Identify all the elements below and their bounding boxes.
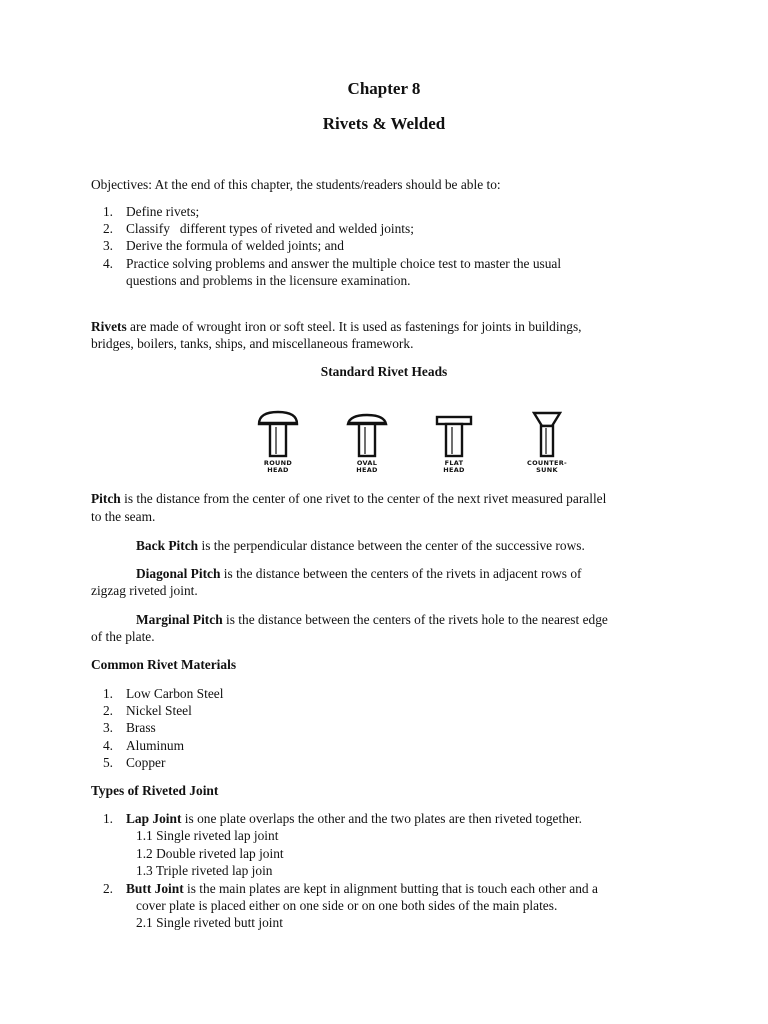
pitch-definition-cont: to the seam. — [91, 509, 156, 524]
diagonal-pitch-term: Diagonal Pitch — [136, 566, 221, 581]
lap-joint-term: Lap Joint — [126, 811, 182, 826]
round-head-caption: ROUND HEAD — [263, 459, 293, 474]
oval-head-caption: OVAL HEAD — [356, 459, 378, 474]
back-pitch-definition: Back Pitch is the perpendicular distance between the center of the successive rows. — [136, 538, 585, 553]
pitch-term: Pitch — [91, 491, 121, 506]
back-pitch-term: Back Pitch — [136, 538, 199, 553]
butt-joint-term: Butt Joint — [126, 881, 184, 896]
lap-joint-item: 1. Lap Joint is one plate overlaps the other and the two plates are then riveted together. — [102, 811, 582, 826]
marginal-pitch-term: Marginal Pitch — [136, 612, 223, 627]
rivet-heads-heading: Standard Rivet Heads — [320, 364, 448, 379]
sub-list-item: 1.3 Triple riveted lap join — [136, 863, 273, 878]
list-item: 3. Brass — [102, 720, 156, 735]
sub-list-item: 1.1 Single riveted lap joint — [136, 828, 279, 843]
list-item: 1. Define rivets; — [102, 204, 200, 219]
sub-list-item: 1.2 Double riveted lap joint — [136, 846, 284, 861]
chapter-title: Rivets & Welded — [322, 114, 446, 133]
joints-heading: Types of Riveted Joint — [91, 783, 219, 798]
sub-list-item: 2.1 Single riveted butt joint — [136, 915, 283, 930]
list-item: 4. Aluminum — [102, 738, 185, 753]
objectives-intro: Objectives: At the end of this chapter, the students/readers should be able to: — [91, 177, 501, 192]
countersunk-rivet-icon — [532, 410, 562, 458]
butt-joint-item: 2. Butt Joint is the main plates are kept in alignment butting that is touch each other and a — [102, 881, 598, 896]
diagonal-pitch-definition: Diagonal Pitch is the distance between the centers of the rivets in adjacent rows of — [136, 566, 582, 581]
chapter-number: Chapter 8 — [347, 79, 421, 98]
oval-head-rivet-icon — [346, 410, 388, 458]
countersunk-caption: COUNTER- SUNK — [527, 459, 567, 474]
flat-head-rivet-icon — [435, 410, 473, 458]
list-item: 1. Low Carbon Steel — [102, 686, 224, 701]
marginal-pitch-definition: Marginal Pitch is the distance between the centers of the rivets hole to the nearest edge — [136, 612, 608, 627]
list-item: 4. Practice solving problems and answer the multiple choice test to master the usual — [102, 256, 562, 271]
list-item: 5. Copper — [102, 755, 166, 770]
round-head-rivet-icon — [257, 410, 299, 458]
materials-heading: Common Rivet Materials — [91, 657, 237, 672]
pitch-definition: Pitch is the distance from the center of one rivet to the center of the next rivet measured parallel — [91, 491, 607, 506]
rivets-definition: Rivets are made of wrought iron or soft steel. It is used as fastenings for joints in buildings, — [91, 319, 582, 334]
flat-head-caption: FLAT HEAD — [443, 459, 465, 474]
list-item: 2. Classify different types of riveted and welded joints; — [102, 221, 414, 236]
rivets-term: Rivets — [91, 319, 127, 334]
list-item-continuation: questions and problems in the licensure examination. — [126, 273, 411, 288]
rivets-definition-cont: bridges, boilers, tanks, ships, and miscellaneous framework. — [91, 336, 414, 351]
butt-joint-cont: cover plate is placed either on one side or on one both sides of the main plates. — [136, 898, 558, 913]
list-item: 2. Nickel Steel — [102, 703, 192, 718]
list-item: 3. Derive the formula of welded joints; and — [102, 238, 344, 253]
marginal-pitch-cont: of the plate. — [91, 629, 155, 644]
diagonal-pitch-cont: zigzag riveted joint. — [91, 583, 198, 598]
